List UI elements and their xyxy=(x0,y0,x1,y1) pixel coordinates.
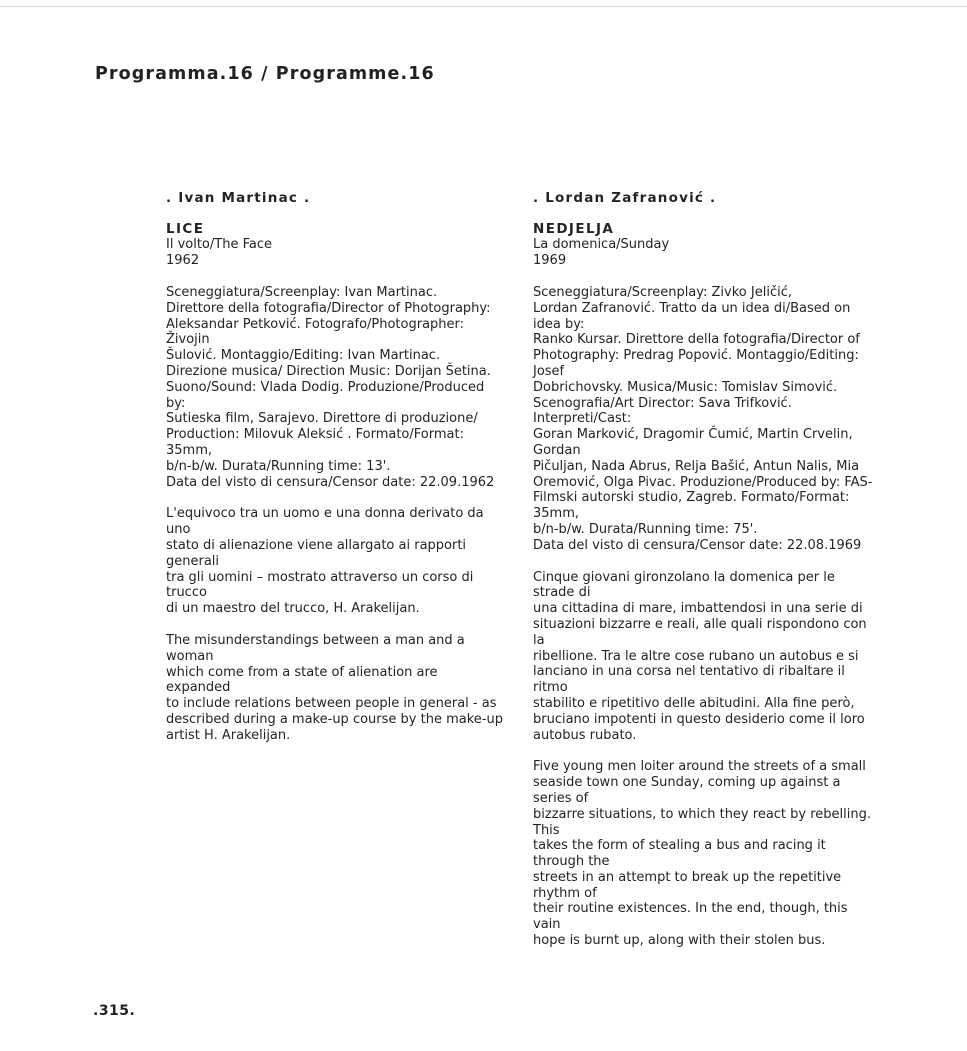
synopsis-english: The misunderstandings between a man and a woman which come from a state of alienation are expanded to include relations between people in general - as described during a make-up course by the make-up artist H. Arakelijan. xyxy=(166,632,503,743)
director-name: . Lordan Zafranović . xyxy=(533,190,717,206)
film-credits: Sceneggiatura/Screenplay: Ivan Martinac. Direttore della fotografia/Director of Photography: Aleksandar Petković. Fotografo/Photographer: Živojin Šulović. Montaggio/Editing: Ivan Martinac. Direzione musica/ Direction Music: Dorijan Šetina. Suono/Sound: Vlada Dodig. Produzione/Produced by: Sutieska film, Sarajevo. Direttore di produzione/ Production: Milovuk Aleksić . Formato/Format: 35mm, b/n-b/w. Durata/Running time: 13'. Data del visto di censura/Censor date: 22.09.1962 xyxy=(166,285,495,490)
film-title: LICE xyxy=(166,221,205,237)
synopsis-english: Five young men loiter around the streets of a small seaside town one Sunday, coming up against a series of bizzarre situations, to which they react by rebelling. This takes the form of stealing a bus and racing it through the streets in an attempt to break up the repetitive rhythm of their routine existences. In the end, though, this vain hope is burnt up, along with their stolen bus. xyxy=(533,759,871,949)
film-entry-nedjelja xyxy=(533,190,878,949)
synopsis-italian: Cinque giovani gironzolano la domenica per le strade di una cittadina di mare, imbattendosi in una serie di situazioni bizzarre e reali, alle quali rispondono con la ribellione. Tra le altre cose rubano un autobus e si lanciano in una corsa nel tentativo di ribaltare il ritmo stabilito e ripetitivo delle abitudini. Alla fine però, bruciano impotenti in questo desiderio come il loro autobus rubato. xyxy=(533,569,867,743)
scan-edge-line xyxy=(0,6,967,7)
film-subtitle: La domenica/Sunday xyxy=(533,237,670,252)
director-name: . Ivan Martinac . xyxy=(166,190,311,206)
page-title: Programma.16 / Programme.16 xyxy=(95,64,435,84)
film-entry-lice xyxy=(166,190,506,744)
film-subtitle: Il volto/The Face xyxy=(166,237,272,252)
film-year: 1962 xyxy=(166,253,200,268)
film-credits: Sceneggiatura/Screenplay: Zivko Jeličić, Lordan Zafranović. Tratto da un idea di/Based on idea by: Ranko Kursar. Direttore della fotografia/Director of Photography: Predrag Popović. Montaggio/Editing: Josef Dobrichovsky. Musica/Music: Tomislav Simović. Scenografia/Art Director: Sava Trifković. Interpreti/Cast: Goran Marković, Dragomir Čumić, Martin Crvelin, Gordan Pičuljan, Nada Abrus, Relja Bašić, Antun Nalis, Mia Oremović, Olga Pivac. Produzione/Produced by: FAS- Filmski autorski studio, Zagreb. Formato/Format: 35mm, b/n-b/w. Durata/Running time: 75'. Data del visto di censura/Censor date: 22.08.1969 xyxy=(533,285,873,553)
page-number: .315. xyxy=(93,1003,136,1019)
film-year: 1969 xyxy=(533,253,567,268)
synopsis-italian: L'equivoco tra un uomo e una donna derivato da uno stato di alienazione viene allargato ai rapporti generali tra gli uomini – mostrato attraverso un corso di trucco di un maestro del trucco, H. Arakelijan. xyxy=(166,506,484,617)
film-title: NEDJELJA xyxy=(533,221,615,237)
